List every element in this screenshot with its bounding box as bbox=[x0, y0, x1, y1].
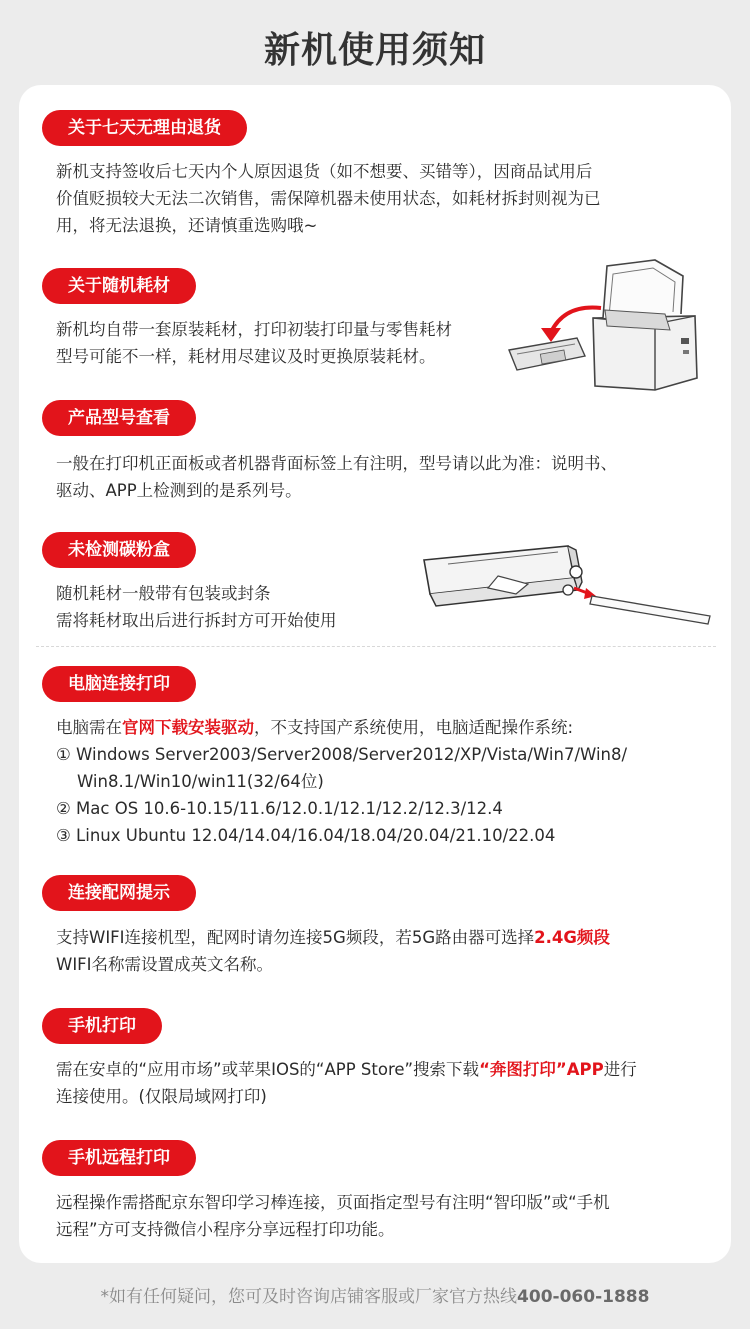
return-policy-line-3: 用，将无法退换，还请慎重选购哦~ bbox=[56, 216, 318, 235]
remote-line-1: 远程操作需搭配京东智印学习棒连接，页面指定型号有注明“智印版”或“手机 bbox=[56, 1193, 610, 1212]
section-heading-pc-printing: 电脑连接打印 bbox=[42, 666, 196, 702]
pc-printing-highlight: 官网下载安装驱动 bbox=[122, 718, 254, 737]
model-check-line-2: 驱动、APP上检测到的是系列号。 bbox=[56, 481, 302, 500]
mobile-text: 需在安卓的“应用市场”或苹果IOS的“APP Store”搜索下载 bbox=[56, 1060, 480, 1079]
mobile-line-2: 连接使用。(仅限局域网打印) bbox=[56, 1087, 267, 1106]
os-linux-line: ③ Linux Ubuntu 12.04/14.04/16.04/18.04/20.04/21.10/22.04 bbox=[56, 826, 556, 845]
toner-line-1: 随机耗材一般带有包装或封条 bbox=[56, 584, 271, 603]
printer-with-toner-icon bbox=[505, 258, 710, 393]
model-check-line-1: 一般在打印机正面板或者机器背面标签上有注明，型号请以此为准：说明书、 bbox=[56, 454, 617, 473]
os-windows-line-cont: Win8.1/Win10/win11(32/64位) bbox=[56, 772, 324, 791]
consumables-line-1: 新机均自带一套原装耗材，打印初装打印量与零售耗材 bbox=[56, 320, 452, 339]
consumables-line-2: 型号可能不一样，耗材用尽建议及时更换原装耗材。 bbox=[56, 347, 436, 366]
return-policy-line-1: 新机支持签收后七天内个人原因退货（如不想要、买错等），因商品试用后 bbox=[56, 162, 593, 181]
network-highlight: 2.4G频段 bbox=[534, 928, 610, 947]
return-policy-line-2: 价值贬损较大无法二次销售，需保障机器未使用状态，如耗材拆封则视为已 bbox=[56, 189, 601, 208]
pc-printing-text-end: ，不支持国产系统使用，电脑适配操作系统: bbox=[254, 718, 574, 737]
mobile-text-end: 进行 bbox=[603, 1060, 637, 1079]
os-mac-line: ② Mac OS 10.6-10.15/11.6/12.0.1/12.1/12.2/12.3/12.4 bbox=[56, 799, 503, 818]
network-line-1 bbox=[56, 924, 610, 951]
section-heading-return-policy: 关于七天无理由退货 bbox=[42, 110, 247, 146]
pc-printing-line-1 bbox=[56, 714, 573, 741]
toner-cartridge-seal-icon bbox=[418, 542, 713, 634]
pc-printing-text: 电脑需在 bbox=[56, 718, 122, 737]
toner-line-2: 需将耗材取出后进行拆封方可开始使用 bbox=[56, 611, 337, 630]
os-windows-line: ① Windows Server2003/Server2008/Server2012/XP/Vista/Win7/Win8/ bbox=[56, 745, 628, 764]
remote-line-2: 远程”方可支持微信小程序分享远程打印功能。 bbox=[56, 1220, 395, 1239]
section-heading-model-check: 产品型号查看 bbox=[42, 400, 196, 436]
hotline-number: 400-060-1888 bbox=[517, 1287, 650, 1307]
mobile-line-1 bbox=[56, 1056, 637, 1083]
footer-text: *如有任何疑问，您可及时咨询店铺客服或厂家官方热线 bbox=[100, 1287, 518, 1307]
page-title: 新机使用须知 bbox=[263, 30, 486, 71]
section-heading-toner-not-detected: 未检测碳粉盒 bbox=[42, 532, 196, 568]
mobile-app-highlight: “奔图打印”APP bbox=[479, 1060, 604, 1079]
section-heading-mobile-printing: 手机打印 bbox=[42, 1008, 162, 1044]
section-divider bbox=[36, 646, 716, 647]
section-heading-consumables: 关于随机耗材 bbox=[42, 268, 196, 304]
footer-hotline bbox=[0, 1282, 750, 1307]
section-heading-remote-printing: 手机远程打印 bbox=[42, 1140, 196, 1176]
network-line-2: WIFI名称需设置成英文名称。 bbox=[56, 955, 274, 974]
section-heading-network-setup: 连接配网提示 bbox=[42, 875, 196, 911]
network-text: 支持WIFI连接机型，配网时请勿连接5G频段，若5G路由器可选择 bbox=[56, 928, 535, 947]
